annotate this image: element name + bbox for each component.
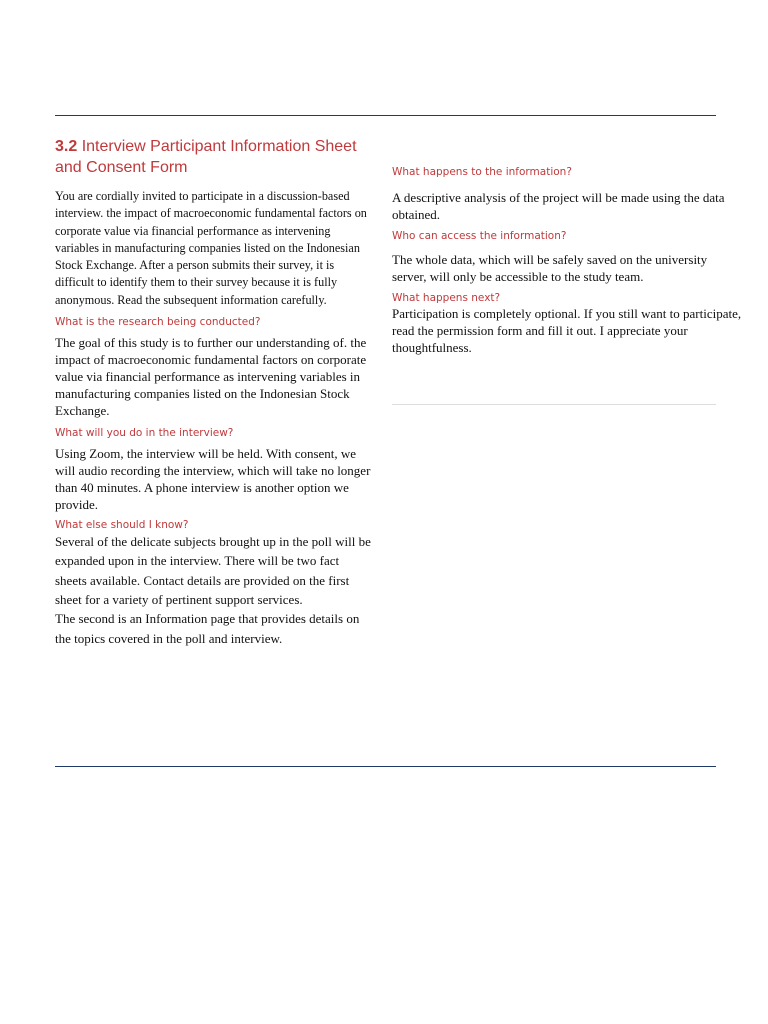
left-column <box>55 136 373 648</box>
page-title <box>55 136 373 178</box>
section-body-next: Participation is completely optional. If you still want to participate, read the permission form and fill it out. I appreciate your thoughtfulness. <box>392 306 742 355</box>
section-heading-information: What happens to the information? <box>392 166 572 178</box>
section-heading-interview: What will you do in the interview? <box>55 427 234 440</box>
section-heading-research: What is the research being conducted? <box>55 316 261 329</box>
section-body-research: The goal of this study is to further our understanding of. the impact of macroeconomic fundamental factors on corporate value via financial performance as intervening variables in manufacturing companies listed on the Indonesian Stock Exchange. <box>55 335 367 419</box>
section-body-else: Several of the delicate subjects brought up in the poll will be expanded upon in the interview. There will be two fact sheets available. Contact details are provided on the first sheet for a variety of pertinent support services. <box>55 534 371 607</box>
section-heading-access: Who can access the information? <box>392 230 567 242</box>
section-body-access: The whole data, which will be safely saved on the university server, will only be accessible to the study team. <box>392 252 708 284</box>
right-column <box>392 166 744 356</box>
section-body-interview: Using Zoom, the interview will be held. With consent, we will audio recording the interview, which will take no longer than 40 minutes. A phone interview is another option we provide. <box>55 446 371 513</box>
right-column-divider <box>392 404 716 405</box>
section-body-else-2: The second is an Information page that provides details on the topics covered in the poll and interview. <box>55 611 360 646</box>
section-heading-else: What else should I know? <box>55 519 189 532</box>
section-number: 3.2 <box>55 138 78 155</box>
bottom-divider <box>55 766 716 767</box>
section-heading-next: What happens next? <box>392 292 501 304</box>
section-body-information: A descriptive analysis of the project will be made using the data obtained. <box>392 190 725 222</box>
title-text: Interview Participant Information Sheet and Consent Form <box>55 138 357 176</box>
intro-paragraph: You are cordially invited to participate in a discussion-based interview. the impact of macroeconomic fundamental factors on corporate value via financial performance as intervening variables in manufacturing companies listed on the Indonesian Stock Exchange. After a person submits their survey, it is difficult to identify them to their survey because it is fully anonymous. Read the subsequent information carefully. <box>55 189 367 307</box>
top-divider <box>55 115 716 116</box>
